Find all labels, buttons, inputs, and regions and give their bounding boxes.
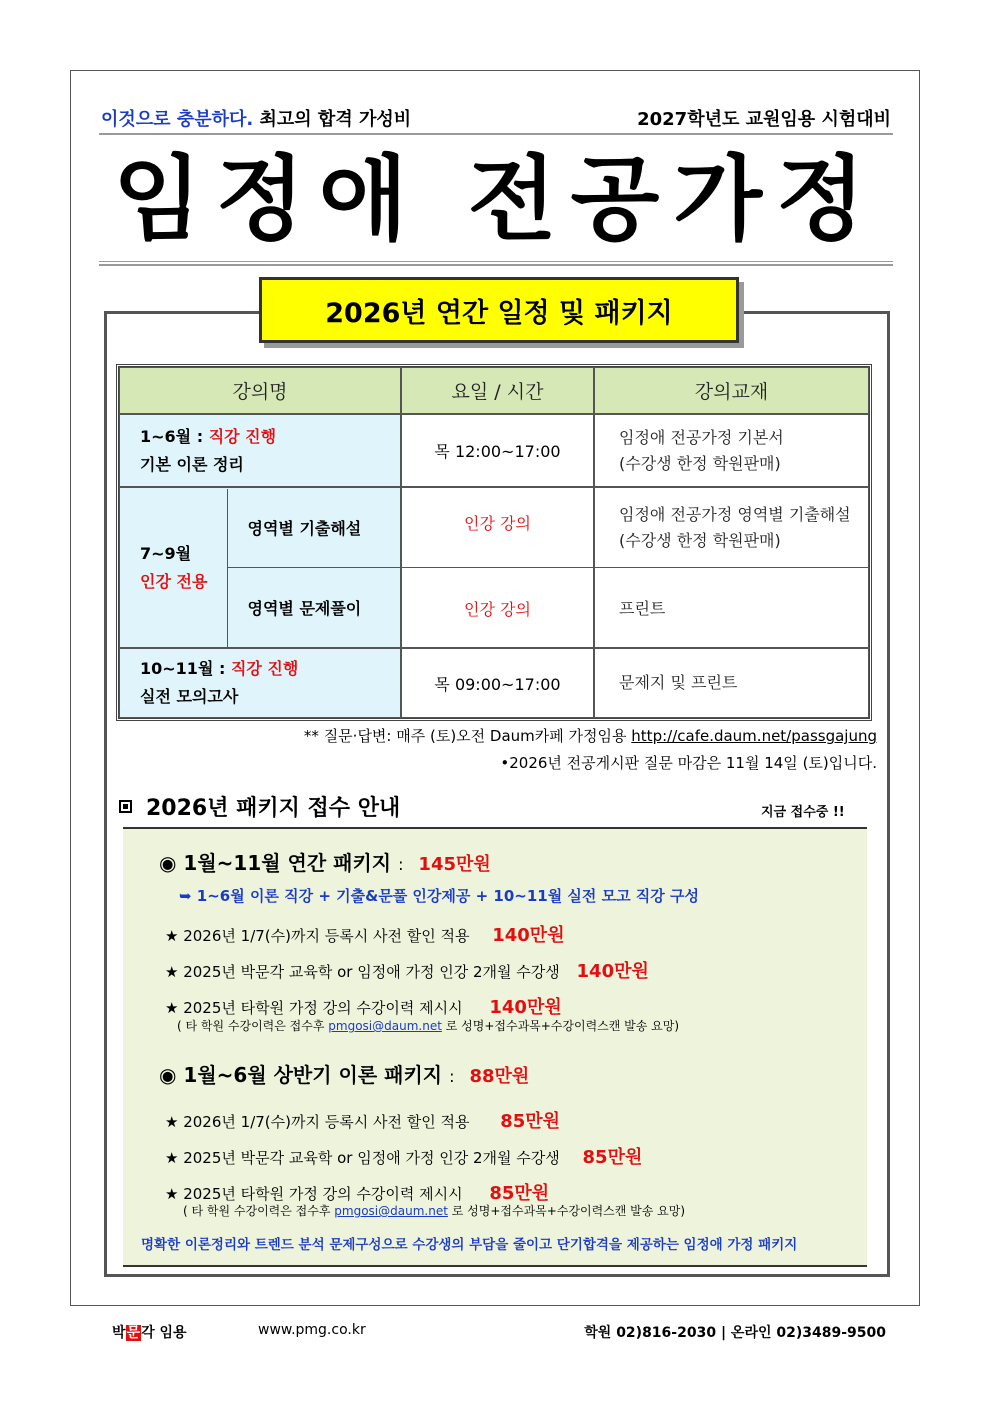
table-row <box>119 487 869 648</box>
annual-title: 1월~11월 연간 패키지 <box>183 851 392 875</box>
half-price: 88만원 <box>469 1066 530 1087</box>
book-title: 임정애 전공가정 기본서 <box>619 427 784 447</box>
subject: 실전 모의고사 <box>140 687 239 706</box>
annual-price: 145만원 <box>418 854 491 875</box>
item-price: 85만원 <box>500 1111 561 1132</box>
item-text: ★ 2025년 박문각 교육학 or 임정애 가정 인강 2개월 수강생 <box>165 963 560 981</box>
course-cell <box>119 487 401 648</box>
slogan <box>101 105 411 131</box>
table-row <box>119 648 869 718</box>
note-text: 로 성명+접수과목+수강이력스캔 발송 요망) <box>451 1204 686 1218</box>
note-text: ( 타 학원 수강이력은 접수후 <box>183 1204 331 1218</box>
col-header: 강의교재 <box>594 367 869 414</box>
book-cell: 문제지 및 프린트 <box>594 648 869 718</box>
col-header: 요일 / 시간 <box>401 367 594 414</box>
contact-info: 학원 02)816-2030 | 온라인 02)3489-9500 <box>584 1325 886 1341</box>
time-value: 인강 강의 <box>464 600 531 619</box>
mode: 직강 진행 <box>208 426 277 446</box>
subject: 영역별 기출해설 <box>227 489 400 568</box>
radio-bullet-icon: ◉ <box>159 1063 177 1087</box>
book-note: (수강생 한정 학원판매) <box>619 453 781 473</box>
time-cell: 목 12:00~17:00 <box>401 414 594 487</box>
half-title: 1월~6월 상반기 이론 패키지 <box>183 1063 443 1087</box>
qa-note: ** 질문·답변: 매주 (토)오전 Daum카페 가정임용 <box>303 727 627 745</box>
website-link[interactable]: www.pmg.co.kr <box>258 1322 366 1338</box>
half-note <box>183 1202 685 1219</box>
table-row <box>119 414 869 487</box>
table-header-row <box>119 367 869 414</box>
square-bullet-icon <box>119 800 132 813</box>
slogan-highlight: 이것으로 충분하다. <box>101 109 254 130</box>
book-note: (수강생 한정 학원판매) <box>619 530 781 550</box>
time-cell: 목 09:00~17:00 <box>401 648 594 718</box>
subject: 기본 이론 정리 <box>140 454 244 474</box>
item-price: 85만원 <box>582 1147 643 1168</box>
package-panel <box>123 827 867 1267</box>
package-title: 2026년 패키지 접수 안내 <box>146 796 401 821</box>
sub-table <box>120 489 400 647</box>
annual-item <box>165 921 565 947</box>
annual-note <box>177 1017 679 1034</box>
colon: : <box>449 1067 455 1086</box>
note-text: 로 성명+접수과목+수강이력스캔 발송 요망) <box>445 1019 680 1033</box>
book-cell <box>594 414 869 487</box>
period: 1~6월 : <box>140 426 204 446</box>
book-cell <box>594 487 869 648</box>
annual-description: ➥ 1~6월 이론 직강 + 기출&문풀 인강제공 + 10~11월 실전 모고 직강 구성 <box>179 887 699 905</box>
item-text: ★ 2025년 타학원 가정 강의 수강이력 제시시 <box>165 1185 463 1203</box>
logo-part: 박 <box>112 1325 126 1341</box>
item-text: ★ 2025년 타학원 가정 강의 수강이력 제시시 <box>165 999 463 1017</box>
logo-part: 각 임용 <box>141 1325 187 1341</box>
item-price: 85만원 <box>489 1183 550 1204</box>
publisher-logo <box>112 1322 187 1342</box>
item-text: ★ 2026년 1/7(수)까지 등록시 사전 할인 적용 <box>165 927 470 945</box>
slogan-text: 최고의 합격 가성비 <box>259 109 412 130</box>
half-package-title-row <box>159 1059 529 1088</box>
schedule-banner: 2026년 연간 일정 및 패키지 <box>259 277 739 343</box>
annual-item <box>165 993 562 1019</box>
divider-bottom-2 <box>99 264 893 266</box>
cafe-link[interactable]: http://cafe.daum.net/passgajung <box>631 727 877 745</box>
item-text: ★ 2025년 박문각 교육학 or 임정애 가정 인강 2개월 수강생 <box>165 1149 560 1167</box>
half-item <box>165 1107 560 1133</box>
page-title: 임정애 전공가정 <box>112 146 880 253</box>
note-text: ( 타 학원 수강이력은 접수후 <box>177 1019 325 1033</box>
annual-item <box>165 957 649 983</box>
item-text: ★ 2026년 1/7(수)까지 등록시 사전 할인 적용 <box>165 1113 470 1131</box>
period: 7~9월 <box>140 543 192 563</box>
page-frame <box>70 70 920 1306</box>
time-value: 인강 강의 <box>402 488 593 568</box>
logo-part: 문 <box>126 1325 141 1341</box>
closing-text: 명확한 이론정리와 트렌드 분석 문제구성으로 수강생의 부담을 줄이고 단기합격을 제공하는 임정애 가정 패키지 <box>141 1237 798 1253</box>
package-heading <box>119 791 400 822</box>
email-link[interactable]: pmgosi@daum.net <box>328 1019 442 1033</box>
item-price: 140만원 <box>576 961 649 982</box>
email-link[interactable]: pmgosi@daum.net <box>334 1204 448 1218</box>
annual-package-title-row <box>159 847 491 876</box>
time-cell <box>401 487 594 648</box>
schedule-notes <box>304 723 877 777</box>
book-block <box>595 489 868 568</box>
mode: 직강 진행 <box>230 659 299 678</box>
exam-label: 2027학년도 교원임용 시험대비 <box>637 109 891 130</box>
deadline-note: •2026년 전공게시판 질문 마감은 11월 14일 (토)입니다. <box>500 754 877 772</box>
book-title: 임정애 전공가정 영역별 기출해설 <box>619 504 851 524</box>
divider-top <box>99 133 893 135</box>
header-bar <box>101 103 891 133</box>
divider-bottom-1 <box>99 261 893 262</box>
book-title: 프린트 <box>619 598 666 618</box>
course-cell <box>119 648 401 718</box>
radio-bullet-icon: ◉ <box>159 851 177 875</box>
colon: : <box>398 855 404 874</box>
period-cell <box>120 489 227 647</box>
mode: 인강 전용 <box>140 571 208 591</box>
subject: 영역별 문제풀이 <box>247 598 362 618</box>
half-item <box>165 1143 642 1169</box>
status-badge: 지금 접수중 !! <box>761 805 845 820</box>
course-cell <box>119 414 401 487</box>
schedule-table <box>116 364 872 721</box>
item-price: 140만원 <box>492 925 565 946</box>
period: 10~11월 : <box>140 659 226 678</box>
item-price: 140만원 <box>489 997 562 1018</box>
col-header: 강의명 <box>119 367 401 414</box>
